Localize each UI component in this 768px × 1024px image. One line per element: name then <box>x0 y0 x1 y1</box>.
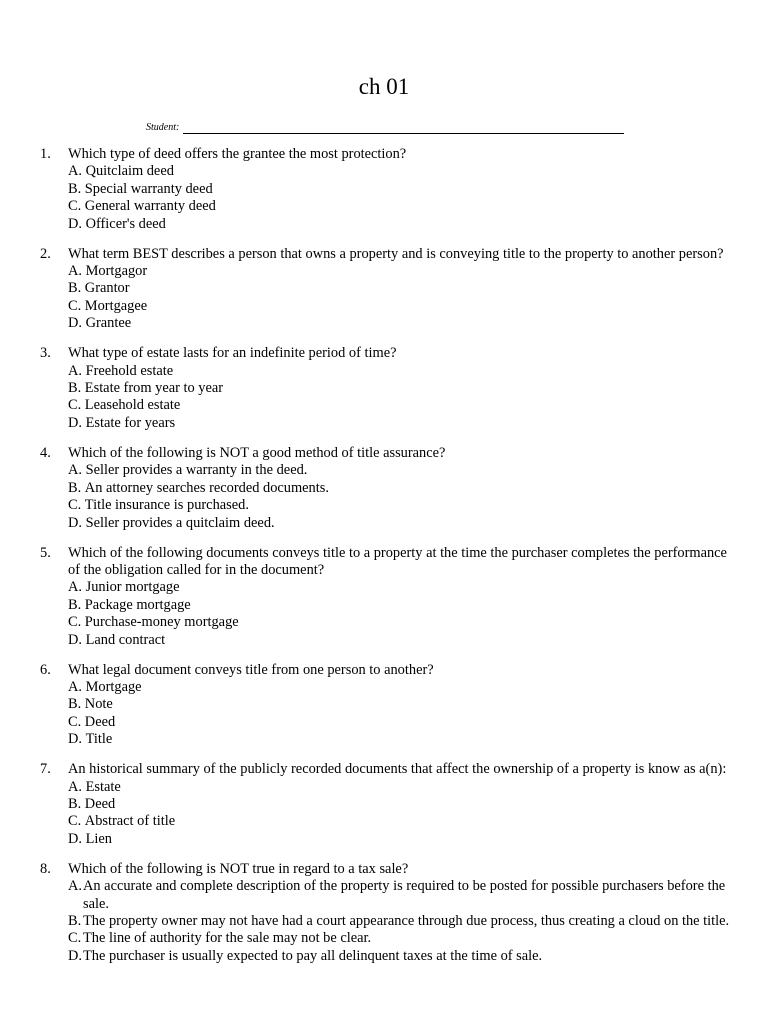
question-number: 6. <box>40 661 51 678</box>
option-text: Estate for years <box>85 414 176 431</box>
option-text: Package mortgage <box>84 596 191 613</box>
question-7 <box>40 761 740 848</box>
answer-option <box>68 779 740 796</box>
page-title: ch 01 <box>358 74 410 99</box>
answer-options <box>68 878 740 965</box>
answer-option <box>68 280 740 297</box>
answer-options <box>68 462 740 532</box>
option-text: Officer's deed <box>85 215 166 232</box>
option-letter: B. <box>68 180 85 197</box>
option-letter: C. <box>68 614 85 631</box>
answer-option <box>68 515 740 532</box>
option-text: Purchase-money mortgage <box>84 614 239 631</box>
option-letter: A. <box>68 778 86 795</box>
question-number: 1. <box>40 146 51 162</box>
question-list <box>40 146 740 978</box>
option-text: Grantee <box>85 315 132 332</box>
question-number: 5. <box>40 544 51 561</box>
question-number: 4. <box>40 444 51 461</box>
option-letter: D. <box>68 947 86 964</box>
option-text: The purchaser is usually expected to pay all delinquent taxes at the time of sale. <box>83 947 543 964</box>
answer-option <box>68 380 740 397</box>
question-number: 3. <box>40 345 51 362</box>
option-text: Mortgage <box>85 678 142 695</box>
question-1 <box>40 146 740 233</box>
option-letter: C. <box>68 813 85 830</box>
option-text: Estate <box>85 778 121 795</box>
option-text: Note <box>84 696 113 713</box>
option-letter: A. <box>68 579 86 596</box>
option-letter: D. <box>68 315 86 332</box>
option-text: Grantor <box>84 280 130 297</box>
option-text: Mortgagee <box>84 297 148 314</box>
option-text: Seller provides a warranty in the deed. <box>85 462 308 479</box>
option-letter: C. <box>68 713 85 730</box>
answer-option <box>68 216 740 233</box>
question-text: An historical summary of the publicly recorded documents that affect the ownership of a property is know as a(n): <box>68 761 727 778</box>
option-letter: D. <box>68 631 86 648</box>
option-text: Special warranty deed <box>84 180 213 197</box>
option-text: Deed <box>84 713 116 730</box>
option-letter: D. <box>68 830 86 847</box>
option-text: Deed <box>84 795 116 812</box>
question-text: Which of the following is NOT true in regard to a tax sale? <box>68 860 409 877</box>
answer-option <box>68 397 740 414</box>
question-body <box>68 861 740 965</box>
question-text: Which type of deed offers the grantee the most protection? <box>68 146 407 162</box>
answer-option <box>68 579 740 596</box>
option-letter: D. <box>68 414 86 431</box>
answer-option <box>68 497 740 514</box>
option-letter: B. <box>68 479 85 496</box>
answer-options <box>68 779 740 849</box>
option-text: Quitclaim deed <box>85 163 174 180</box>
student-name-line[interactable] <box>183 123 624 134</box>
question-3 <box>40 345 740 432</box>
option-text: Lien <box>85 830 112 847</box>
answer-option <box>68 731 740 748</box>
question-number: 2. <box>40 245 51 262</box>
answer-option <box>68 679 740 696</box>
answer-options <box>68 363 740 433</box>
question-body <box>68 146 740 233</box>
option-text: Title insurance is purchased. <box>84 497 249 514</box>
option-text: The property owner may not have had a court appearance through due process, thus creating a cloud on the title. <box>83 913 730 929</box>
question-4 <box>40 445 740 532</box>
answer-option <box>68 878 740 913</box>
option-text: Leasehold estate <box>84 397 181 414</box>
question-number: 8. <box>40 860 51 877</box>
answer-option <box>68 363 740 380</box>
answer-options <box>68 163 740 233</box>
answer-option <box>68 198 740 215</box>
answer-option <box>68 813 740 830</box>
answer-option <box>68 163 740 180</box>
answer-option <box>68 796 740 813</box>
answer-option <box>68 263 740 280</box>
option-text: General warranty deed <box>84 198 216 215</box>
answer-option <box>68 831 740 848</box>
question-2 <box>40 246 740 333</box>
option-letter: A. <box>68 678 86 695</box>
answer-option <box>68 913 740 930</box>
question-text: Which of the following is NOT a good method of title assurance? <box>68 444 446 461</box>
option-text: Mortgagor <box>85 263 148 280</box>
option-text: Freehold estate <box>85 362 174 379</box>
option-text: Estate from year to year <box>84 380 224 397</box>
option-text: An attorney searches recorded documents. <box>84 479 329 496</box>
question-body <box>68 545 740 649</box>
answer-option <box>68 714 740 731</box>
answer-option <box>68 597 740 614</box>
question-body <box>68 662 740 749</box>
answer-option <box>68 614 740 631</box>
option-letter: C. <box>68 397 85 414</box>
question-text: What type of estate lasts for an indefinite period of time? <box>68 345 397 362</box>
answer-option <box>68 415 740 432</box>
option-letter: D. <box>68 731 86 748</box>
option-letter: D. <box>68 215 86 232</box>
answer-option <box>68 181 740 198</box>
option-text: Title <box>85 731 113 748</box>
option-text: The line of authority for the sale may not be clear. <box>83 930 372 947</box>
option-letter: A. <box>68 878 82 895</box>
option-letter: A. <box>68 362 86 379</box>
question-body <box>68 345 740 432</box>
option-letter: C. <box>68 930 85 947</box>
option-letter: B. <box>68 380 85 397</box>
option-letter: B. <box>68 795 85 812</box>
question-5 <box>40 545 740 649</box>
option-text: Junior mortgage <box>85 579 180 596</box>
question-text: What legal document conveys title from one person to another? <box>68 661 434 678</box>
answer-option <box>68 632 740 649</box>
answer-option <box>68 298 740 315</box>
option-letter: B. <box>68 596 85 613</box>
answer-option <box>68 462 740 479</box>
question-text: What term BEST describes a person that owns a property and is conveying title to the property to another person? <box>68 245 724 262</box>
option-letter: A. <box>68 462 86 479</box>
answer-option <box>68 315 740 332</box>
question-8 <box>40 861 740 965</box>
option-letter: B. <box>68 696 85 713</box>
answer-options <box>68 263 740 333</box>
option-letter: D. <box>68 514 86 531</box>
option-letter: A. <box>68 163 86 180</box>
answer-options <box>68 579 740 649</box>
question-number: 7. <box>40 761 51 778</box>
question-6 <box>40 662 740 749</box>
answer-options <box>68 679 740 749</box>
student-label: Student: <box>146 122 180 133</box>
answer-option <box>68 696 740 713</box>
question-body <box>68 246 740 333</box>
option-letter: A. <box>68 263 86 280</box>
option-letter: B. <box>68 280 85 297</box>
answer-option <box>68 930 740 947</box>
option-letter: C. <box>68 198 85 215</box>
option-letter: C. <box>68 497 85 514</box>
question-body <box>68 761 740 848</box>
question-text: Which of the following documents conveys title to a property at the time the purchaser completes the performance of the obligation called for in the document? <box>68 544 727 578</box>
option-text: Abstract of title <box>84 813 176 830</box>
answer-option <box>68 948 740 965</box>
option-text: Land contract <box>85 631 166 648</box>
question-body <box>68 445 740 532</box>
answer-option <box>68 480 740 497</box>
option-text: An accurate and complete description of the property is required to be posted for possible purchasers before the sale. <box>83 878 726 912</box>
student-field <box>146 118 624 134</box>
option-text: Seller provides a quitclaim deed. <box>85 514 275 531</box>
option-letter: C. <box>68 297 85 314</box>
option-letter: B. <box>68 913 82 929</box>
